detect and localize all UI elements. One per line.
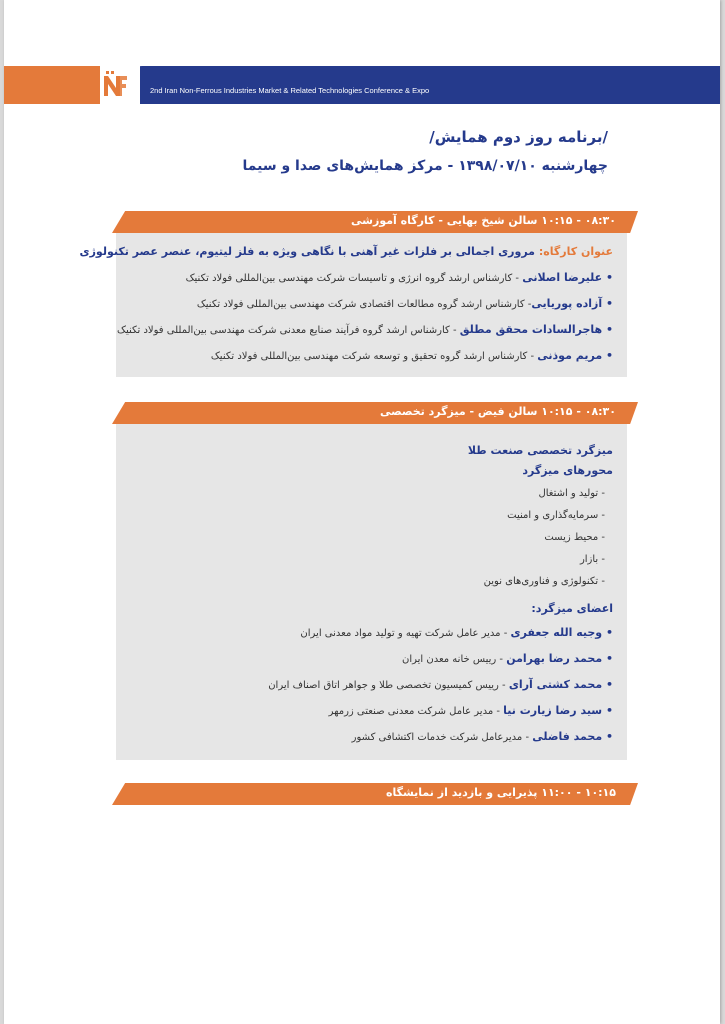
axis-item: - تکنولوژی و فناوری‌های نوین [483, 576, 605, 587]
speaker-desc: - کارشناس ارشد گروه فرآیند صنایع معدنی شرکت مهندسی بین‌المللی فولاد تکنیک [117, 325, 460, 336]
program-subtitle: چهارشنبه ۱۳۹۸/۰۷/۱۰ - مرکز همایش‌های صدا و سیما [242, 158, 608, 174]
workshop-topic-label: عنوان کارگاه: [538, 245, 613, 258]
conference-title: 2nd Iran Non-Ferrous Industries Market & Related Technologies Conference & Expo [150, 86, 430, 95]
axis-item: - سرمایه‌گذاری و امنیت [507, 510, 605, 521]
speaker-row [117, 323, 613, 336]
speaker-name: • علیرضا اصلانی [522, 271, 613, 284]
member-desc: - مدیر عامل شرکت تهیه و تولید مواد معدنی ایران [300, 628, 511, 639]
member-desc: - رییس کمیسیون تخصصی طلا و جواهر اتاق اصناف ایران [268, 680, 509, 691]
axis-item: - محیط زیست [544, 532, 605, 543]
member-name: • محمد کشتی آرای [508, 678, 613, 691]
program-title: /برنامه روز دوم همایش/ [429, 128, 608, 146]
speaker-name: • آزاده پوریایی [531, 297, 613, 310]
session2-box [116, 424, 627, 760]
session1-bar [112, 211, 638, 233]
member-row [300, 626, 613, 639]
session2-bar [112, 402, 638, 424]
header-orange-strip [4, 66, 100, 104]
roundtable-members-title: اعضای میزگرد: [531, 602, 613, 615]
member-row [402, 652, 613, 665]
member-desc: - مدیر عامل شرکت معدنی صنعتی زرمهر [328, 706, 504, 717]
document-page [4, 0, 720, 1024]
member-row [329, 704, 613, 717]
session1-box [79, 233, 627, 377]
member-row [352, 730, 613, 743]
workshop-topic [80, 245, 613, 258]
axis-item: - بازار [579, 554, 605, 565]
speaker-row [211, 349, 613, 362]
member-desc: - مدیرعامل شرکت خدمات اکتشافی کشور [351, 732, 533, 743]
axis-item: - تولید و اشتغال [538, 488, 605, 499]
session1-bar-text: ۰۸:۳۰ - ۱۰:۱۵ سالن شیخ بهایی - کارگاه آموزشی [351, 214, 616, 227]
workshop-topic-text: مروری اجمالی بر فلزات غیر آهنی با نگاهی ویژه به فلز لیتیوم، عنصر عصر تکنولوژی [79, 245, 539, 258]
speaker-desc: - کارشناس ارشد گروه انرژی و تاسیسات شرکت مهندسی بین‌المللی فولاد تکنیک [185, 273, 523, 284]
speaker-row [186, 271, 613, 284]
member-desc: - رییس خانه معدن ایران [401, 654, 507, 665]
header-blue-strip [128, 66, 720, 104]
session3-bar-text: ۱۰:۱۵ - ۱۱:۰۰ پذیرایی و بازدید از نمایشگاه [385, 786, 616, 799]
member-name: • محمد فاضلی [532, 730, 613, 743]
roundtable-axes-title: محورهای میزگرد [522, 464, 613, 477]
speaker-row [197, 297, 613, 310]
roundtable-title: میزگرد تخصصی صنعت طلا [467, 444, 613, 457]
speaker-desc: - کارشناس ارشد گروه مطالعات اقتصادی شرکت مهندسی بین‌المللی فولاد تکنیک [196, 299, 532, 310]
nf-logo-icon [102, 70, 128, 100]
member-name: • محمد رضا بهرامن [506, 652, 613, 665]
member-row [268, 678, 613, 691]
member-name: • سید رضا زیارت نیا [503, 704, 613, 717]
session3-bar [112, 783, 638, 805]
speaker-desc: - کارشناس ارشد گروه تحقیق و توسعه شرکت مهندسی بین‌المللی فولاد تکنیک [210, 351, 538, 362]
session2-bar-text: ۰۸:۳۰ - ۱۰:۱۵ سالن فیض - میزگرد تخصصی [379, 405, 616, 418]
speaker-name: • هاجرالسادات محقق مطلق [459, 323, 613, 336]
member-name: • وجیه الله جعفری [510, 626, 613, 639]
speaker-name: • مریم موذنی [537, 349, 613, 362]
